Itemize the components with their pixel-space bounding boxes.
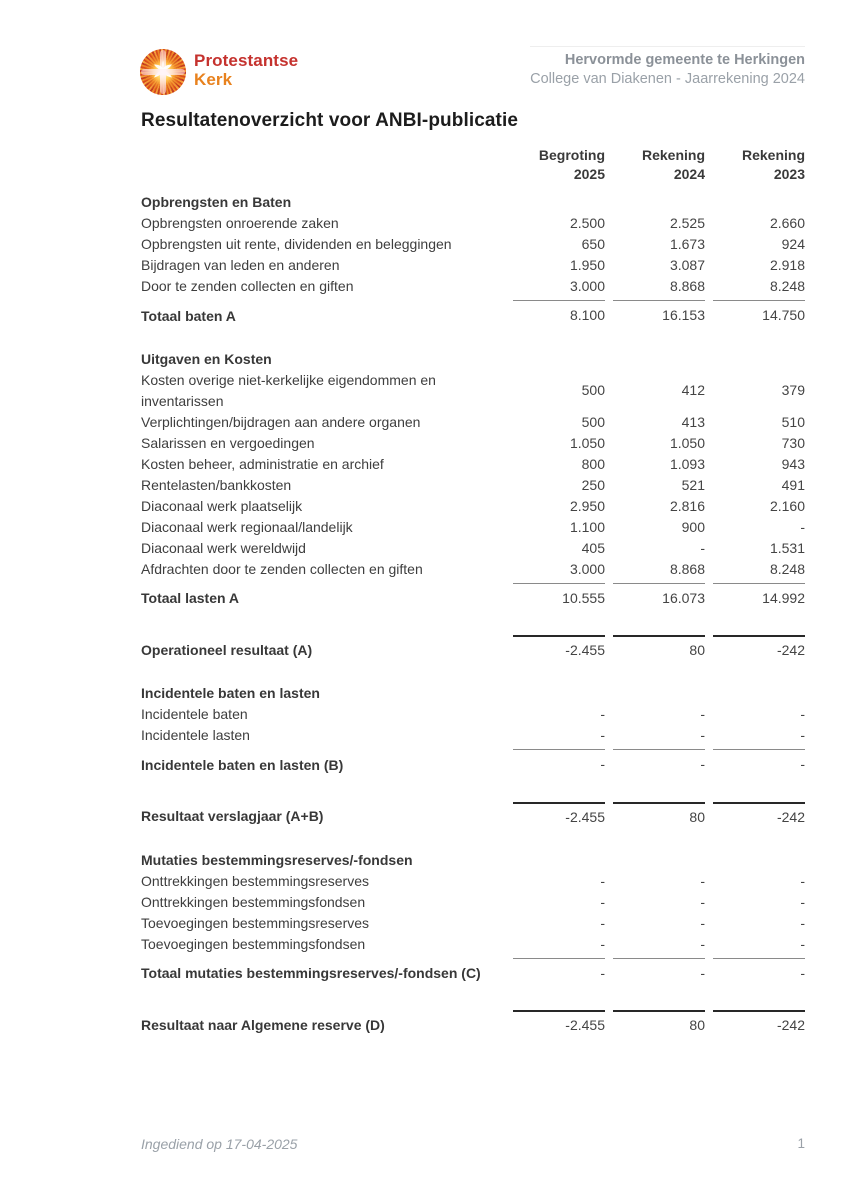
document-subtitle: College van Diakenen - Jaarrekening 2024: [530, 71, 805, 87]
row-value: -: [600, 727, 605, 743]
row-value: 521: [681, 476, 705, 493]
subtotal-row: [141, 958, 805, 985]
data-row: [141, 213, 805, 234]
row-value: -242: [713, 635, 805, 661]
row-label: Resultaat verslagjaar (A+B): [141, 808, 324, 824]
row-value: 14.992: [713, 583, 805, 609]
data-row: [141, 704, 805, 725]
row-value: 2.816: [669, 497, 705, 514]
row-value: 8.868: [669, 278, 705, 294]
data-row: [141, 496, 805, 517]
row-value: -: [800, 893, 805, 910]
column-header-rekening-2023: [713, 146, 805, 184]
data-row: [141, 871, 805, 892]
result-row: [141, 635, 805, 661]
row-label: Door te zenden collecten en giften: [141, 278, 354, 294]
row-value: 1.093: [669, 455, 705, 472]
data-row: [141, 234, 805, 255]
column-label: Rekening: [741, 147, 805, 163]
row-value: -: [700, 935, 705, 952]
row-value: 1.100: [569, 518, 605, 535]
row-value: 16.153: [613, 300, 705, 326]
data-row: [141, 892, 805, 913]
row-value: 730: [781, 434, 805, 451]
row-value: 8.248: [769, 278, 805, 294]
data-row: [141, 913, 805, 934]
row-value: 1.050: [669, 434, 705, 451]
logo-wordmark: [194, 49, 298, 89]
row-value: 2.918: [769, 257, 805, 273]
result-row: [141, 802, 805, 828]
row-value: -242: [713, 802, 805, 828]
page-footer: [141, 1136, 805, 1152]
subtotal-row: [141, 300, 805, 327]
column-label: Rekening: [641, 147, 705, 163]
row-value: -: [800, 518, 805, 535]
section-row: [141, 683, 805, 704]
row-label: Opbrengsten uit rente, dividenden en beleggingen: [141, 236, 452, 252]
row-value: -: [600, 935, 605, 952]
data-row: [141, 475, 805, 496]
column-year: 2025: [573, 166, 605, 182]
row-label: Totaal lasten A: [141, 590, 240, 606]
row-value: -2.455: [513, 802, 605, 828]
row-label: Opbrengsten en Baten: [141, 194, 292, 210]
row-label: Totaal mutaties bestemmingsreserves/-fondsen (C): [141, 965, 481, 981]
row-value: -: [700, 539, 705, 556]
row-value: 943: [781, 455, 805, 472]
row-value: -242: [713, 1010, 805, 1036]
row-label: Incidentele baten en lasten: [141, 685, 320, 701]
page-title: Resultatenoverzicht voor ANBI-publicatie: [141, 110, 519, 131]
row-label: Kosten beheer, administratie en archief: [141, 455, 384, 472]
row-value: -: [700, 893, 705, 910]
data-row: [141, 538, 805, 559]
row-label: Incidentele baten en lasten (B): [141, 756, 344, 773]
row-value: -: [613, 749, 705, 775]
row-value: 2.950: [569, 497, 605, 514]
row-value: 8.100: [513, 300, 605, 326]
row-value: -: [700, 872, 705, 889]
row-value: 8.248: [769, 560, 805, 577]
data-row: [141, 934, 805, 955]
row-value: -: [613, 958, 705, 984]
row-value: -2.455: [513, 1010, 605, 1036]
row-label: Bijdragen van leden en anderen: [141, 257, 340, 273]
row-value: 2.500: [569, 215, 605, 231]
row-value: 80: [613, 802, 705, 828]
row-value: 412: [681, 382, 705, 398]
column-label: Begroting: [538, 147, 605, 163]
row-value: 2.660: [769, 215, 805, 231]
data-row: [141, 276, 805, 297]
row-value: -: [700, 706, 705, 722]
column-headers: [141, 146, 805, 192]
row-value: 2.525: [669, 215, 705, 231]
row-value: -: [800, 872, 805, 889]
row-value: 2.160: [769, 497, 805, 514]
data-row: [141, 433, 805, 454]
protestantse-kerk-logo: [140, 49, 298, 95]
row-value: 491: [781, 476, 805, 493]
row-value: -: [600, 872, 605, 889]
row-label: Mutaties bestemmingsreserves/-fondsen: [141, 851, 413, 868]
sunburst-dove-icon: [140, 49, 186, 95]
row-label: Verplichtingen/bijdragen aan andere organen: [141, 413, 421, 430]
row-value: 500: [581, 382, 605, 398]
row-label: Diaconaal werk wereldwijd: [141, 539, 306, 556]
row-label: Onttrekkingen bestemmingsreserves: [141, 872, 369, 889]
row-label: Totaal baten A: [141, 307, 236, 324]
submission-date: Ingediend op 17-04-2025: [141, 1136, 298, 1152]
row-value: 1.950: [569, 257, 605, 273]
column-year: 2023: [773, 166, 805, 182]
row-value: -: [600, 706, 605, 722]
row-value: -: [700, 914, 705, 931]
row-value: -: [800, 706, 805, 722]
row-value: 1.531: [769, 539, 805, 556]
row-value: 8.868: [669, 560, 705, 577]
row-value: 510: [781, 413, 805, 430]
row-label: Salarissen en vergoedingen: [141, 434, 315, 451]
row-value: 900: [681, 518, 705, 535]
row-value: 500: [581, 413, 605, 430]
row-label: Incidentele baten: [141, 706, 248, 722]
data-row: [141, 255, 805, 276]
row-value: 413: [681, 413, 705, 430]
column-year: 2024: [673, 166, 705, 182]
row-value: -: [700, 727, 705, 743]
row-value: 16.073: [613, 583, 705, 609]
row-value: 405: [581, 539, 605, 556]
subtotal-row: [141, 583, 805, 610]
row-value: -: [713, 958, 805, 984]
results-table-body: [141, 192, 805, 1036]
row-value: -: [800, 727, 805, 743]
row-value: -: [513, 958, 605, 984]
subtotal-row: [141, 749, 805, 776]
row-label: Toevoegingen bestemmingsreserves: [141, 914, 370, 931]
row-value: 379: [781, 382, 805, 398]
row-label: Incidentele lasten: [141, 727, 250, 743]
logo-word-1: Protestantse: [194, 51, 299, 70]
row-value: 80: [613, 635, 705, 661]
section-row: [141, 850, 805, 871]
result-row: [141, 1010, 805, 1036]
row-label: Uitgaven en Kosten: [141, 350, 272, 367]
section-row: [141, 349, 805, 370]
data-row: [141, 559, 805, 580]
results-table: [141, 146, 805, 1036]
row-value: 650: [581, 236, 605, 252]
page-number: 1: [797, 1136, 805, 1151]
row-label: Afdrachten door te zenden collecten en giften: [141, 560, 423, 577]
row-value: -: [713, 749, 805, 775]
row-value: -: [600, 914, 605, 931]
row-label: Kosten overige niet-kerkelijke eigendommen en inventarissen: [141, 371, 436, 409]
row-value: 250: [581, 476, 605, 493]
row-value: 3.000: [569, 560, 605, 577]
row-value: 10.555: [513, 583, 605, 609]
section-row: [141, 192, 805, 213]
row-value: 3.087: [669, 257, 705, 273]
row-value: 1.673: [669, 236, 705, 252]
row-label: Onttrekkingen bestemmingsfondsen: [141, 893, 366, 910]
logo-word-2: Kerk: [194, 70, 233, 89]
row-value: 924: [781, 236, 805, 252]
row-value: 1.050: [569, 434, 605, 451]
column-header-begroting-2025: [513, 146, 605, 184]
row-value: -: [513, 749, 605, 775]
data-row: [141, 370, 805, 412]
row-label: Rentelasten/bankkosten: [141, 476, 292, 493]
row-label: Opbrengsten onroerende zaken: [141, 215, 339, 231]
row-value: -: [600, 893, 605, 910]
row-label: Diaconaal werk plaatselijk: [141, 497, 303, 514]
document-header: [530, 46, 805, 89]
row-value: -2.455: [513, 635, 605, 661]
row-value: 14.750: [713, 300, 805, 326]
row-value: 3.000: [569, 278, 605, 294]
row-label: Diaconaal werk regionaal/landelijk: [141, 518, 353, 535]
row-value: -: [800, 935, 805, 952]
data-row: [141, 725, 805, 746]
row-value: 80: [613, 1010, 705, 1036]
row-value: 800: [581, 455, 605, 472]
organization-name: Hervormde gemeente te Herkingen: [564, 52, 805, 68]
dove-icon: [150, 60, 176, 84]
data-row: [141, 412, 805, 433]
row-label: Toevoegingen bestemmingsfondsen: [141, 935, 366, 952]
row-value: -: [800, 914, 805, 931]
data-row: [141, 454, 805, 475]
row-label: Operationeel resultaat (A): [141, 641, 313, 658]
data-row: [141, 517, 805, 538]
row-label: Resultaat naar Algemene reserve (D): [141, 1016, 385, 1033]
column-header-rekening-2024: [613, 146, 705, 184]
